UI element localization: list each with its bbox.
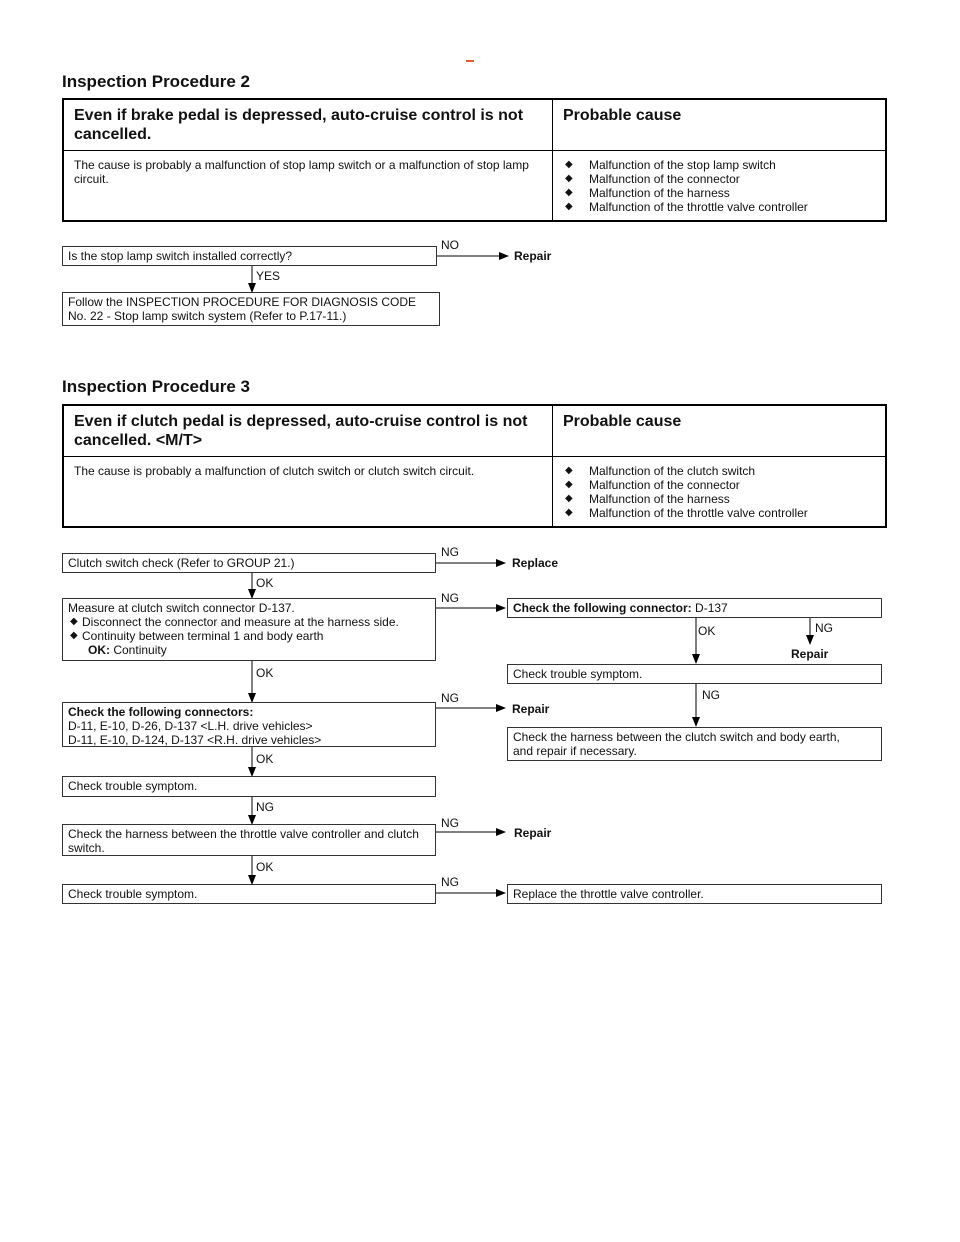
branch-ok-label: OK [256, 860, 274, 874]
step-stop-lamp-check: Is the stop lamp switch installed correctly? [62, 246, 437, 266]
branch-ng-label: NG [441, 545, 459, 559]
result-repair: Repair [791, 647, 829, 661]
cause-item: ◆ Malfunction of the throttle valve controller [563, 200, 875, 214]
branch-ok-label: OK [698, 624, 716, 638]
ok-criteria-value: Continuity [113, 643, 167, 657]
branch-no-label: NO [441, 238, 459, 252]
procedure-3-explanation: The cause is probably a malfunction of clutch switch or clutch switch circuit. [63, 457, 553, 528]
step-replace-controller: Replace the throttle valve controller. [507, 884, 882, 904]
step-text: Follow the INSPECTION PROCEDURE FOR DIAGNOSIS CODE [68, 295, 417, 309]
step-clutch-switch-check: Clutch switch check (Refer to GROUP 21.) [62, 553, 436, 573]
procedure-3-title: Inspection Procedure 3 [62, 377, 250, 396]
step-check-harness-body-earth [507, 727, 882, 761]
branch-yes-label: YES [256, 269, 281, 283]
procedure-2-cause-heading: Probable cause [553, 99, 887, 151]
step-text-bold: Check the following connectors: [68, 705, 254, 719]
branch-ok-label: OK [256, 666, 274, 680]
procedure-3-symptom: Even if clutch pedal is depressed, auto-cruise control is not cancelled. <M/T> [63, 405, 553, 457]
cause-item: ◆ Malfunction of the throttle valve controller [563, 506, 875, 520]
branch-ok-label: OK [256, 576, 274, 590]
step-measure-connector [62, 598, 436, 661]
result-repair: Repair [514, 826, 552, 840]
branch-ng-label: NG [815, 621, 833, 635]
step-check-trouble-symptom: Check trouble symptom. [507, 664, 882, 684]
cause-item: ◆ Malfunction of the connector [563, 172, 875, 186]
branch-ng-label: NG [441, 816, 459, 830]
step-text: switch. [68, 841, 105, 855]
branch-ng-label: NG [702, 688, 720, 702]
step-text: D-11, E-10, D-124, D-137 <R.H. drive vehicles> [68, 733, 322, 747]
step-check-trouble-symptom: Check trouble symptom. [62, 776, 436, 797]
branch-ok-label: OK [256, 752, 274, 766]
step-bullet: ◆ Continuity between terminal 1 and body earth [68, 629, 430, 643]
cause-item: ◆ Malfunction of the stop lamp switch [563, 158, 875, 172]
step-text: Check the harness between the throttle valve controller and clutch [68, 827, 419, 841]
procedure-2-symptom: Even if brake pedal is depressed, auto-cruise control is not cancelled. [63, 99, 553, 151]
branch-ng-label: NG [441, 691, 459, 705]
step-text: D-137 [695, 601, 728, 615]
step-check-trouble-symptom: Check trouble symptom. [62, 884, 436, 904]
cause-item: ◆ Malfunction of the harness [563, 492, 875, 506]
cause-item: ◆ Malfunction of the clutch switch [563, 464, 875, 478]
step-ok-criteria [68, 643, 430, 657]
cause-item: ◆ Malfunction of the harness [563, 186, 875, 200]
ok-criteria-label: OK: [88, 643, 110, 657]
cause-item: ◆ Malfunction of the connector [563, 478, 875, 492]
step-text: Measure at clutch switch connector D-137. [68, 601, 295, 615]
step-text-bold: Check the following connector: [513, 601, 692, 615]
step-text: No. 22 - Stop lamp switch system (Refer to P.17-11.) [68, 309, 347, 323]
step-check-harness-controller [62, 824, 436, 856]
step-text: D-11, E-10, D-26, D-137 <L.H. drive vehicles> [68, 719, 313, 733]
result-repair: Repair [514, 249, 552, 263]
branch-ng-label: NG [256, 800, 274, 814]
step-text: Check the harness between the clutch switch and body earth, [513, 730, 840, 744]
result-repair: Repair [512, 702, 550, 716]
branch-ng-label: NG [441, 875, 459, 889]
step-check-connector-d137 [507, 598, 882, 618]
branch-ng-label: NG [441, 591, 459, 605]
procedure-2-explanation: The cause is probably a malfunction of stop lamp switch or a malfunction of stop lamp circuit. [63, 151, 553, 222]
step-check-connectors [62, 702, 436, 747]
result-replace: Replace [512, 556, 559, 570]
step-follow-diagnosis-code [62, 292, 440, 326]
procedure-2-title: Inspection Procedure 2 [62, 72, 250, 91]
procedure-3-cause-heading: Probable cause [553, 405, 887, 457]
step-bullet: ◆ Disconnect the connector and measure at the harness side. [68, 615, 430, 629]
step-text: and repair if necessary. [513, 744, 637, 758]
